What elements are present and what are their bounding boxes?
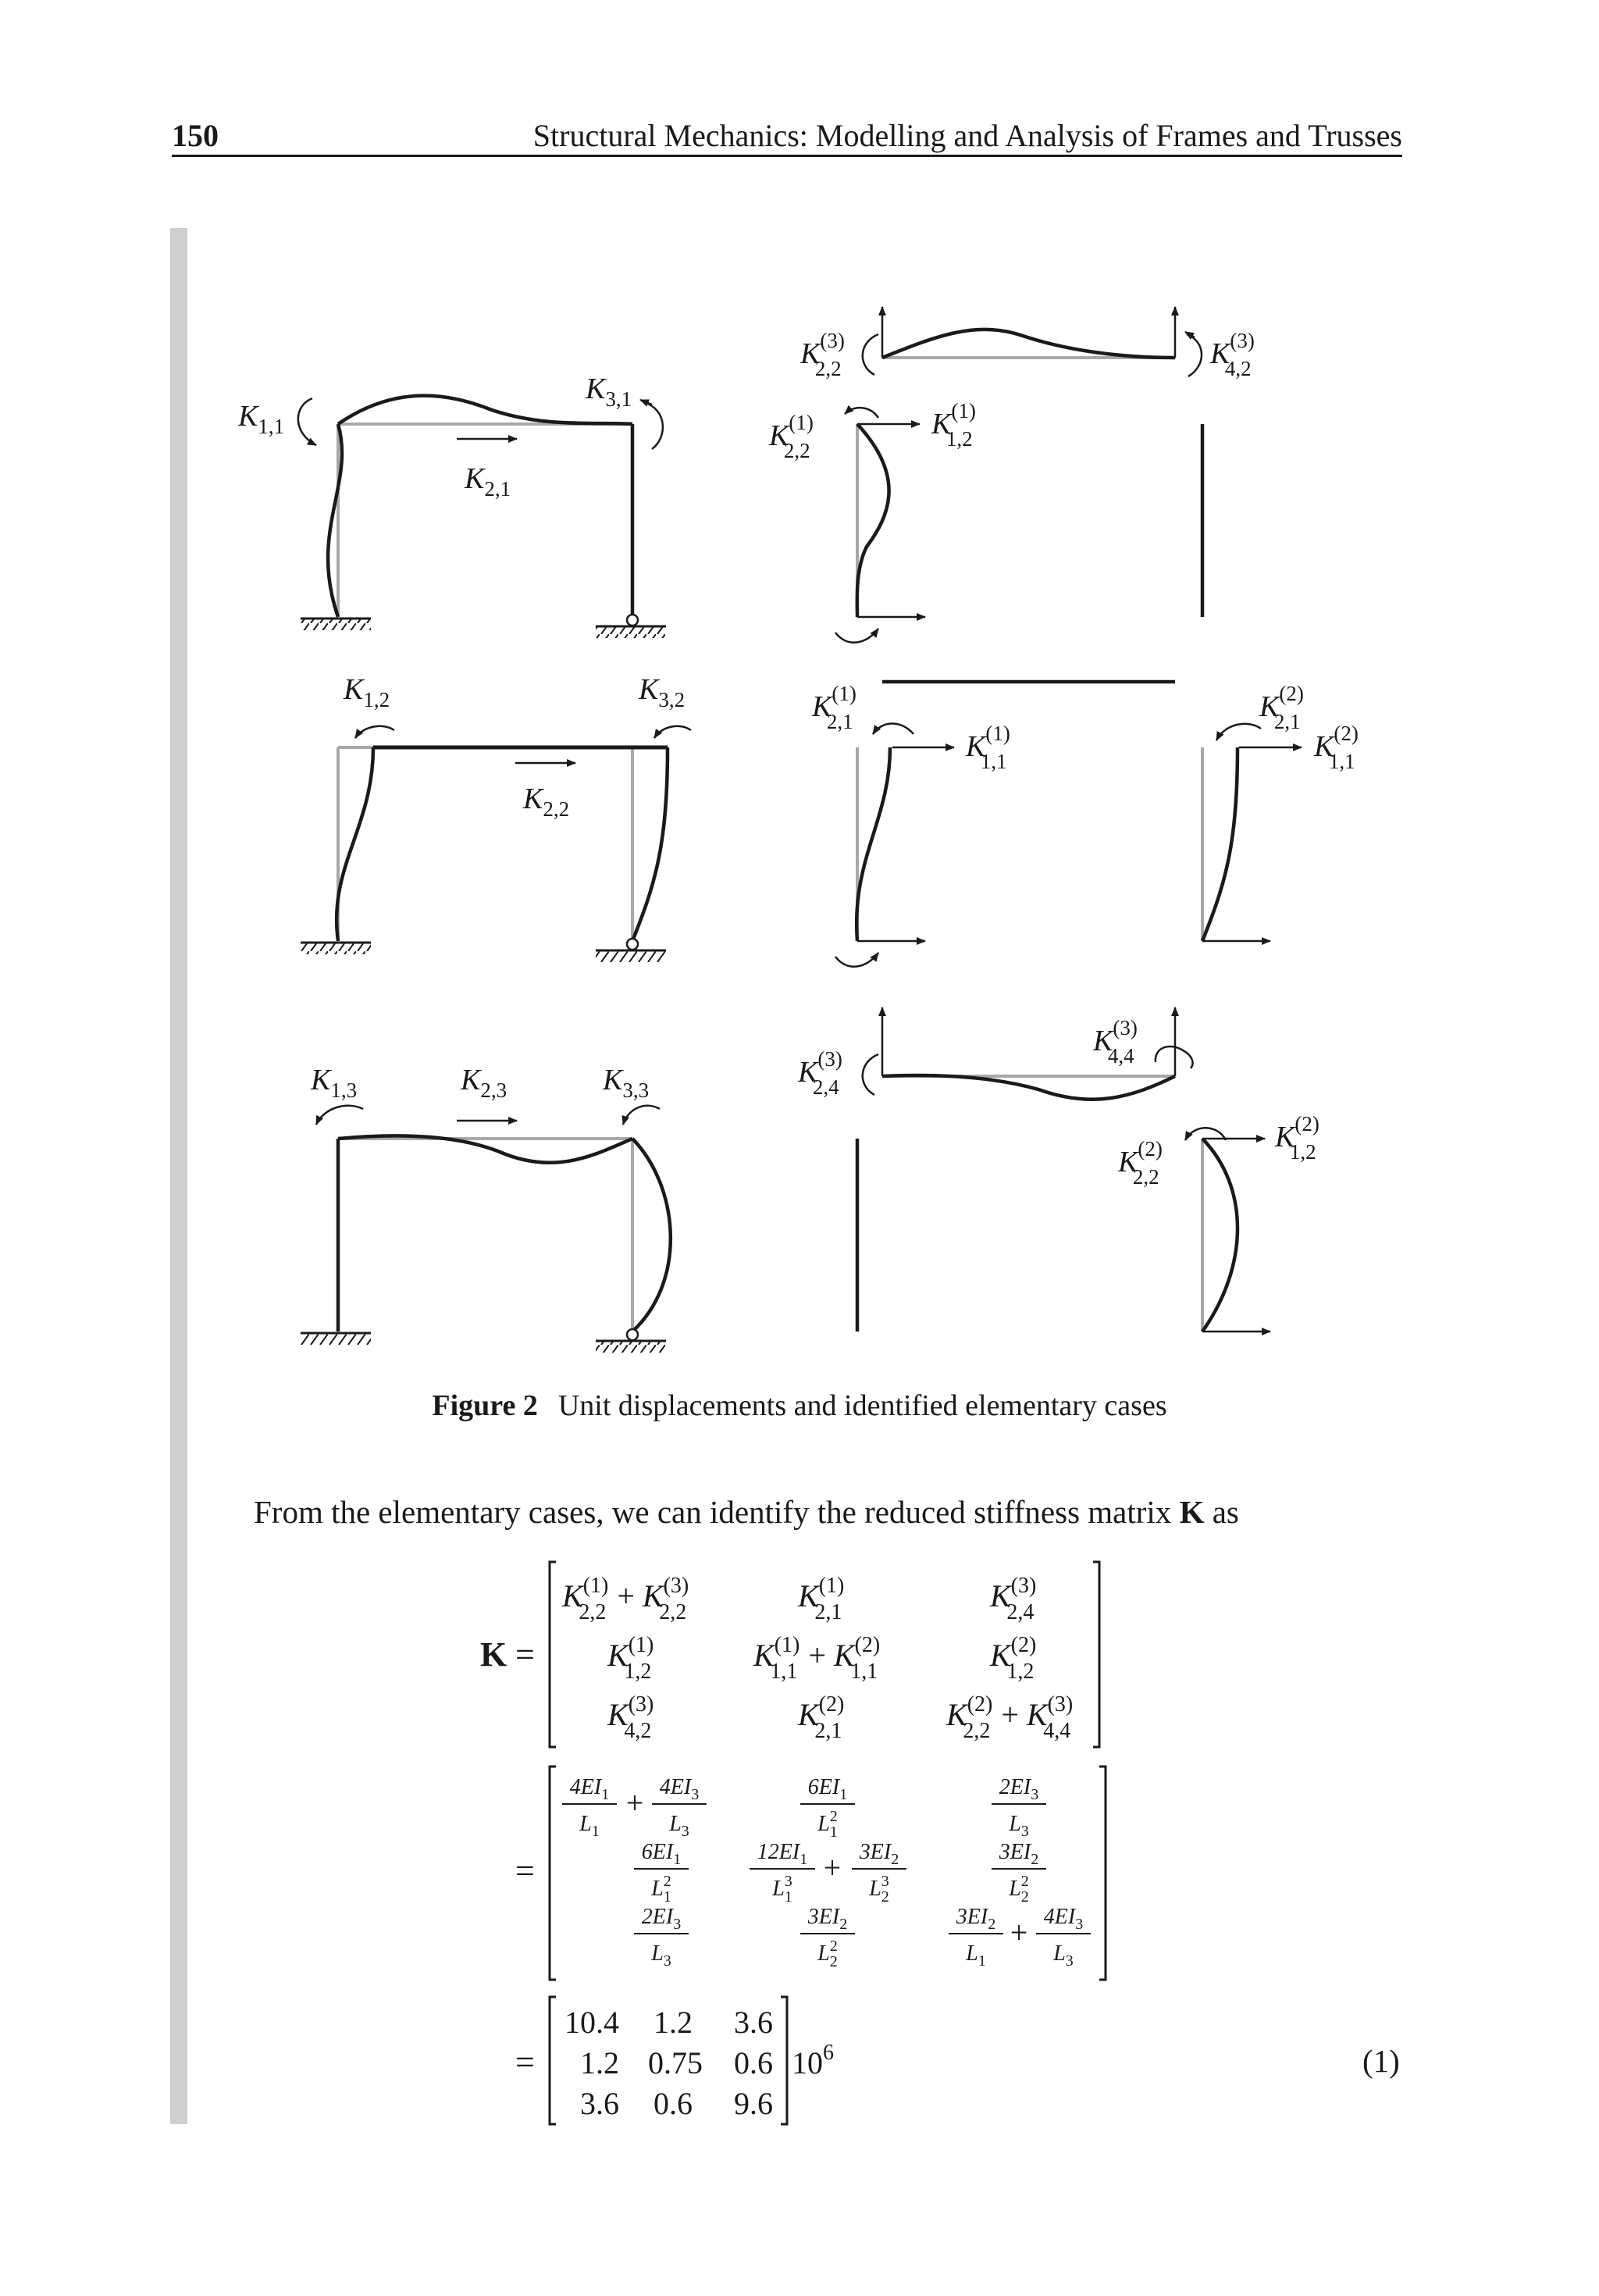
svg-text:K1,3: $K_{1,3}$: [311, 1064, 358, 1102]
svg-text:L32: $L^3$ 2: [869, 1873, 889, 1906]
svg-text:2EI3: $2EI_3$: [641, 1905, 682, 1933]
matrix-cell: 0.6: [653, 2086, 693, 2121]
svg-text:=: =: [515, 1852, 535, 1890]
frame-diagram-2: [301, 673, 691, 962]
svg-text:L31: $L^3$ 1: [772, 1873, 792, 1906]
body-text-lead: From the elementary cases, we can identify the reduced stiffness matrix: [254, 1494, 1180, 1530]
svg-text:L1: $L_1$: [966, 1941, 986, 1970]
svg-text:K(1)2,1: $K^{(1)}$ 2,1: [812, 682, 856, 733]
element-cases-3: [797, 1007, 1319, 1332]
svg-text:3EI2: $3EI_2$: [859, 1840, 899, 1868]
svg-text:K(2)2,2: $K^{(2)}$ 2,2: [1118, 1137, 1163, 1189]
figure-caption: [0, 1389, 1599, 1423]
svg-text:K(2)2,1: $K^{(2)}$ 2,1: [1259, 682, 1304, 733]
svg-text:K(3)2,4: $K^{(3)}$ 2,4: [798, 1047, 842, 1099]
svg-text:=: =: [515, 1635, 535, 1674]
svg-text:4EI3: $4EI_3$: [1043, 1905, 1084, 1933]
matrix-cell: 10.4: [564, 2005, 619, 2040]
svg-text:K(3)2,4: $K^{(3)}$ 2,4: [990, 1574, 1037, 1624]
svg-text:12EI1: $12EI_1$: [757, 1840, 808, 1868]
svg-text:K(3)4,4: $K^{(3)}$ 4,4: [1093, 1016, 1138, 1068]
scale-factor: 10: [792, 2045, 823, 2080]
element-cases-1: [768, 307, 1255, 643]
svg-text:K(1)1,2: $K^{(1)}$ 1,2: [931, 399, 976, 451]
svg-text:3EI2: $3EI_2$: [956, 1905, 996, 1933]
svg-text:L21: $L^2$ 1: [817, 1808, 838, 1841]
matrix-symbol: K: [1179, 1494, 1205, 1530]
svg-text:3EI2: $3EI_2$: [807, 1905, 848, 1933]
element-cases-2: [811, 682, 1359, 967]
svg-text:K(2)2,2+ K(3)4,4: $K^{(2)}$ $2,2 + K^{(3)}$ 4,4: [946, 1692, 1074, 1743]
matrix-cell: 0.75: [648, 2045, 703, 2080]
matrix-cell: 3.6: [734, 2005, 773, 2040]
svg-text:+: +: [625, 1785, 644, 1820]
page-number: 150: [172, 118, 219, 153]
matrix-cell: 1.2: [653, 2005, 693, 2040]
svg-text:L3: $L_3$: [1053, 1941, 1074, 1970]
svg-text:K(3)4,2: $K^{(3)}$ 4,2: [1210, 329, 1255, 380]
svg-text:K(2)1,2: $K^{(2)}$ 1,2: [990, 1633, 1037, 1684]
frame-diagram-1: [237, 373, 666, 638]
svg-text:L3: $L_3$: [669, 1812, 689, 1840]
svg-text:+: +: [1010, 1915, 1028, 1950]
equation-number: (1): [1362, 2043, 1400, 2079]
svg-text:4EI1: $4EI_1$: [569, 1775, 610, 1803]
svg-text:K(1)2,2: $K^{(1)}$ 2,2: [769, 411, 814, 462]
matrix-cell: 3.6: [580, 2086, 619, 2121]
scale-exponent: 6: [823, 2041, 834, 2065]
svg-text:L21: $L^2$ 1: [651, 1873, 671, 1906]
svg-text:L3: $L_3$: [651, 1941, 671, 1970]
svg-text:4EI3: $4EI_3$: [659, 1775, 700, 1803]
svg-text:K(2)1,2: $K^{(2)}$ 1,2: [1275, 1112, 1319, 1164]
svg-text:K(1)1,1: $K^{(1)}$ 1,1: [966, 722, 1010, 773]
running-title: Structural Mechanics: Modelling and Analysis of Frames and Trusses: [532, 118, 1402, 153]
body-text-tail: as: [1204, 1494, 1239, 1530]
svg-text:L22: $L^2$ 2: [1009, 1873, 1029, 1906]
svg-text:+: +: [823, 1850, 842, 1885]
svg-text:K1,1: $K_{1,1}$: [238, 400, 285, 438]
svg-text:K(2)2,1: $K^{(2)}$ 2,1: [798, 1692, 845, 1743]
matrix-cell: 0.6: [734, 2045, 773, 2080]
svg-text:K2,1: $K_{2,1}$: [465, 462, 511, 501]
svg-text:K(1)2,1: $K^{(1)}$ 2,1: [798, 1574, 845, 1624]
stiffness-matrix-equation: [480, 1562, 1106, 2124]
figure-label: Figure 2: [432, 1389, 538, 1422]
svg-text:K(1)2,2+ K(3)2,2: $K^{(1)}$ $2,2 + K^{(3)}$ 2,2: [562, 1574, 689, 1624]
svg-text:K3,2: $K_{3,2}$: [639, 673, 686, 711]
svg-text:K(2)1,1: $K^{(2)}$ 1,1: [1314, 722, 1359, 773]
svg-text:6EI1: $6EI_1$: [641, 1840, 682, 1868]
svg-text:K(3)2,2: $K^{(3)}$ 2,2: [800, 329, 845, 380]
svg-text:=: =: [515, 2043, 535, 2081]
matrix-cell: 9.6: [734, 2086, 773, 2121]
svg-text:3EI2: $3EI_2$: [999, 1840, 1039, 1868]
body-paragraph: [254, 1493, 1239, 1531]
svg-text:K1,2: $K_{1,2}$: [344, 673, 390, 711]
svg-text:K(1)1,2: $K^{(1)}$ 1,2: [607, 1633, 654, 1684]
svg-text:K2,3: $K_{2,3}$: [461, 1064, 507, 1102]
svg-text:K: K: [480, 1635, 507, 1674]
svg-text:6EI1: $6EI_1$: [807, 1775, 848, 1803]
svg-text:L22: $L^2$ 2: [817, 1938, 838, 1970]
svg-text:106: [792, 2041, 834, 2080]
svg-text:2EI3: $2EI_3$: [999, 1775, 1039, 1803]
figure-caption-text: Unit displacements and identified elementary cases: [557, 1389, 1167, 1422]
svg-text:K3,1: $K_{3,1}$: [586, 373, 632, 411]
svg-text:L1: $L_1$: [579, 1812, 600, 1840]
svg-text:K(1)1,1+ K(2)1,1: $K^{(1)}$ $1,1 + K^{(2)}$ 1,1: [753, 1633, 881, 1684]
frame-diagram-3: [301, 1064, 671, 1353]
svg-text:K2,2: $K_{2,2}$: [523, 783, 570, 821]
matrix-cell: 1.2: [580, 2045, 619, 2080]
svg-text:L3: $L_3$: [1009, 1812, 1029, 1840]
svg-text:K3,3: $K_{3,3}$: [603, 1064, 650, 1102]
svg-text:K(3)4,2: $K^{(3)}$ 4,2: [607, 1692, 654, 1743]
